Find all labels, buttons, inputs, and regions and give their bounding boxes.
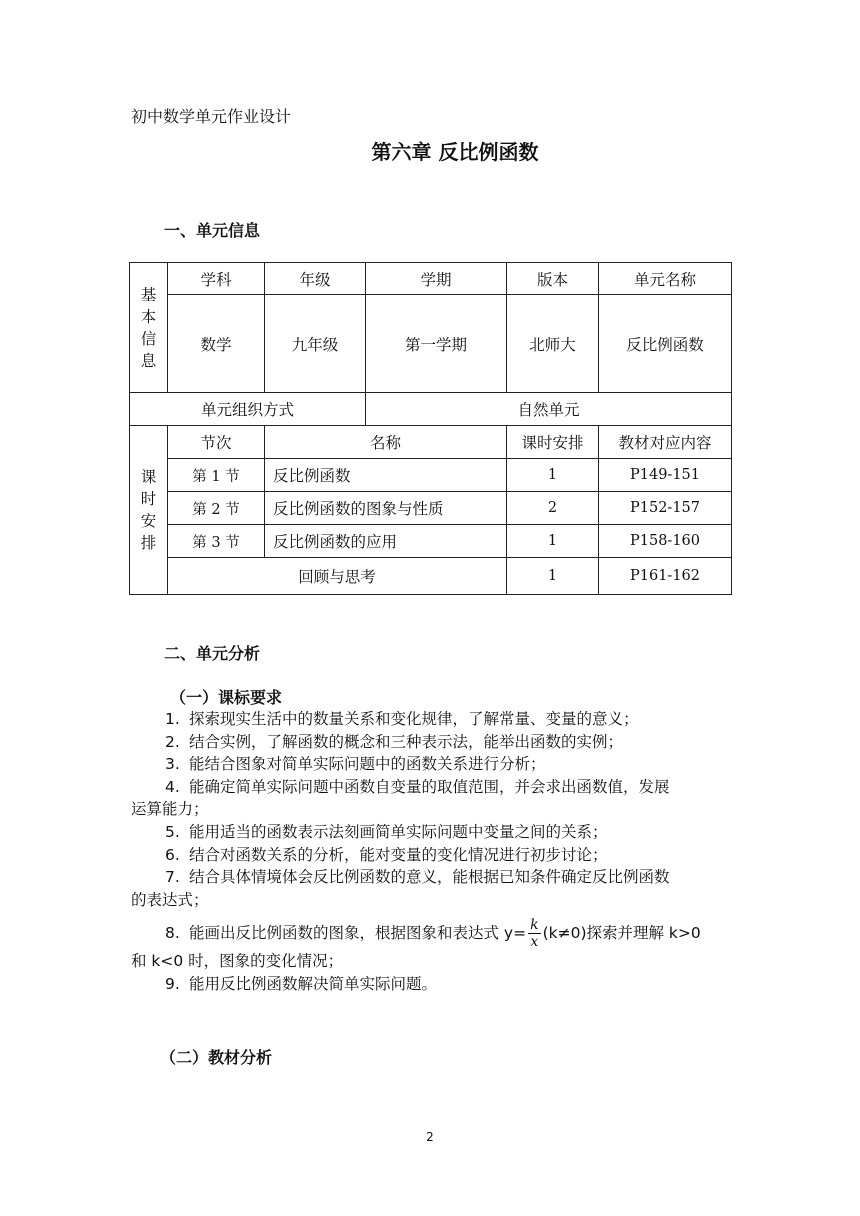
review-name-cell: 回顾与思考 (168, 558, 507, 595)
section-cell: 第 1 节 (168, 459, 265, 492)
list-item: 2. 结合实例，了解函数的概念和三种表示法，能举出函数的实例； (165, 732, 624, 751)
name-cell: 反比例函数 (265, 459, 507, 492)
subheading-curriculum-requirements: （一）课标要求 (170, 688, 283, 707)
page-title: 第六章 反比例函数 (371, 140, 539, 164)
org-value-cell: 自然单元 (366, 393, 732, 426)
table-row-review (130, 558, 732, 595)
header-cell: 版本 (507, 263, 599, 295)
header-cell: 年级 (265, 263, 366, 295)
name-cell: 反比例函数的图象与性质 (265, 492, 507, 525)
fraction-k-over-x: $\frac{k}{x}$ (530, 917, 539, 951)
header-cell: 学科 (168, 263, 265, 295)
table-row (130, 492, 732, 525)
list-item-continuation: 运算能力； (131, 800, 209, 819)
basic-info-label-cell (130, 263, 168, 393)
schedule-label: 课 时 安 排 (140, 468, 157, 552)
pages-cell: P152-157 (599, 492, 732, 525)
list-item: 4. 能确定简单实际问题中函数自变量的取值范围，并会求出函数值，发展 (165, 777, 670, 796)
document-header: 初中数学单元作业设计 (131, 107, 292, 126)
hours-cell: 1 (507, 525, 599, 558)
table-row (130, 525, 732, 558)
pages-cell: P158-160 (599, 525, 732, 558)
pages-cell: P161-162 (599, 558, 732, 595)
schedule-label-cell (130, 426, 168, 595)
list-item: 1. 探索现实生活中的数量关系和变化规律，了解常量、变量的意义； (165, 710, 639, 728)
value-cell: 第一学期 (366, 295, 507, 393)
hours-cell: 1 (507, 558, 599, 595)
list-item: 7. 结合具体情境体会反比例函数的意义，能根据已知条件确定反比例函数 (165, 868, 670, 887)
org-label-cell: 单元组织方式 (130, 393, 366, 426)
section-heading-unit-info: 一、单元信息 (164, 221, 261, 240)
list-item: 9. 能用反比例函数解决简单实际问题。 (165, 974, 438, 993)
list-item-continuation: 的表达式； (131, 890, 209, 909)
schedule-header-cell: 节次 (168, 426, 265, 459)
value-cell: 反比例函数 (599, 295, 732, 393)
subheading-textbook-analysis: （二）教材分析 (160, 1048, 273, 1067)
pages-cell: P149-151 (599, 459, 732, 492)
section-cell: 第 3 节 (168, 525, 265, 558)
list-item: 5. 能用适当的函数表示法刻画简单实际问题中变量之间的关系； (165, 822, 608, 841)
hours-cell: 2 (507, 492, 599, 525)
header-cell: 学期 (366, 263, 507, 295)
value-cell: 北师大 (507, 295, 599, 393)
header-cell: 单元名称 (599, 263, 732, 295)
list-item: 3. 能结合图象对简单实际问题中的函数关系进行分析； (165, 755, 546, 774)
hours-cell: 1 (507, 459, 599, 492)
table-row (130, 459, 732, 492)
list-item: 8. 能画出反比例函数的图象，根据图象和表达式 y= $\frac{k}{x}$ (k≠0)探索并理解 k>0 (165, 917, 701, 951)
schedule-header-cell: 教材对应内容 (599, 426, 732, 459)
requirements-list (131, 708, 731, 996)
unit-info-table (129, 262, 732, 595)
value-cell: 九年级 (265, 295, 366, 393)
section-cell: 第 2 节 (168, 492, 265, 525)
section-heading-unit-analysis: 二、单元分析 (164, 644, 261, 663)
value-cell: 数学 (168, 295, 265, 393)
list-item: 6. 结合对函数关系的分析，能对变量的变化情况进行初步讨论； (165, 845, 608, 864)
page-number: 2 (426, 1130, 434, 1144)
basic-info-label: 基 本 信 息 (140, 285, 157, 370)
name-cell: 反比例函数的应用 (265, 525, 507, 558)
schedule-header-cell: 名称 (265, 426, 507, 459)
list-item-continuation: 和 k<0 时，图象的变化情况； (131, 952, 344, 971)
schedule-header-cell: 课时安排 (507, 426, 599, 459)
